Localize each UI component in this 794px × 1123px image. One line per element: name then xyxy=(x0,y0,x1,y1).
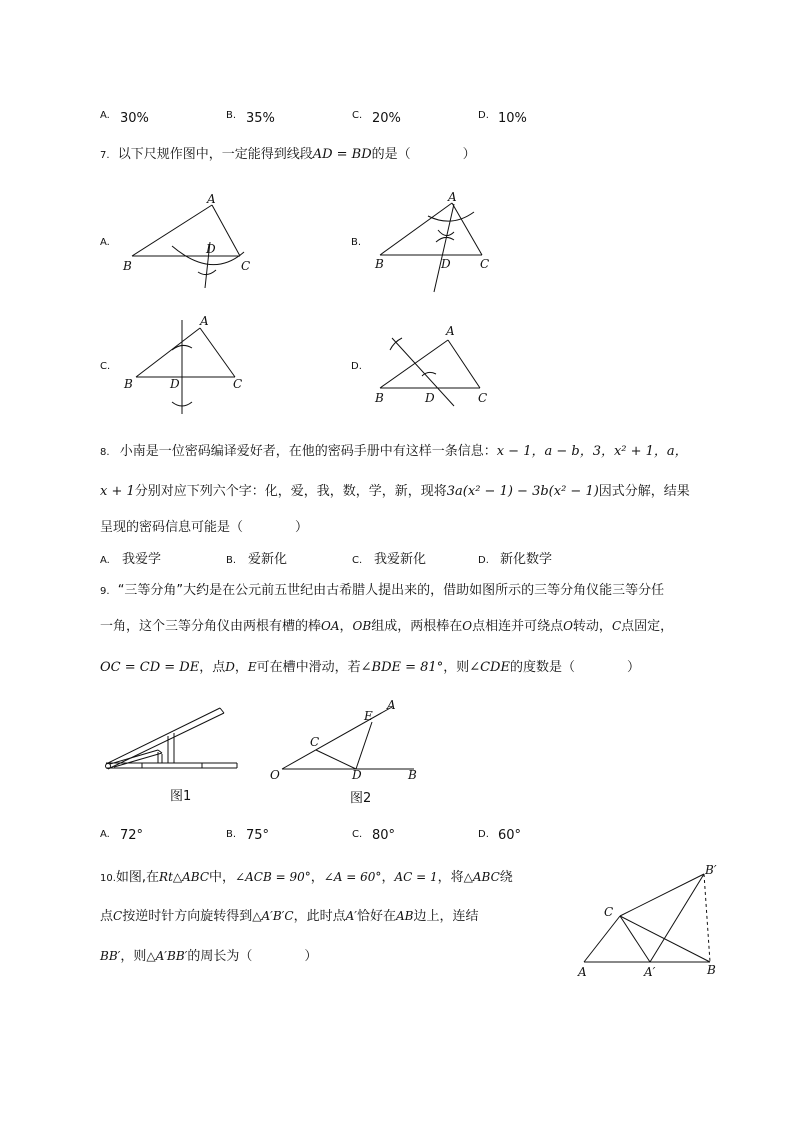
q7c-label-b: B xyxy=(124,377,133,391)
q9-line2d: 点相连并可绕点 xyxy=(472,619,564,634)
q9-fig2-label-a: A xyxy=(387,698,396,712)
q10-label-b: B xyxy=(707,963,716,977)
q9-line2f: 点固定， xyxy=(621,619,674,634)
q9-figure-2 xyxy=(266,695,426,805)
q10-number: 10. xyxy=(100,873,116,884)
q7c-label-a: A xyxy=(200,314,209,328)
q7-text-after: 的是（ xyxy=(371,147,411,162)
q8-line-1 xyxy=(100,443,688,462)
q9-line2-o2: O xyxy=(563,619,573,633)
q7b-label-a: A xyxy=(448,190,457,204)
q10-line2-c: C xyxy=(113,909,123,923)
q9-fig2-label-b: B xyxy=(408,768,417,782)
q9-line3b: ， xyxy=(234,660,248,675)
q9-fig2-label-c: C xyxy=(310,735,320,749)
q7-figure-a xyxy=(120,190,260,300)
q6-option-d-value: 10% xyxy=(498,111,527,126)
q7d-label-c: C xyxy=(478,391,488,405)
q10-line1d: ， xyxy=(381,870,395,885)
q6-option-b-letter: B. xyxy=(226,110,237,121)
q7-figure-c xyxy=(120,310,260,420)
q7a-label-b: B xyxy=(123,259,132,273)
q10-line1-tri: Rt△ABC xyxy=(159,870,210,884)
q10-line2a: 点 xyxy=(100,909,114,924)
q10-label-a: A xyxy=(578,965,587,979)
q10-line2b: 按逆时针方向旋转得到 xyxy=(122,909,253,924)
q9-number: 9. xyxy=(100,586,110,597)
q10-line1f: 绕 xyxy=(499,870,513,885)
q9-line1-text: “三等分角”大约是在公元前五世纪由古希腊人提出来的，借助如图所示的三等分角仪能三等分任 xyxy=(117,583,665,598)
q9-line2-ob: OB xyxy=(352,619,372,633)
q9-figure-1 xyxy=(102,700,242,805)
q8-option-c-value: 我爱新化 xyxy=(374,552,427,567)
q10-line3a: ，则 xyxy=(120,949,147,964)
q8-line2-text-end: 因式分解，结果 xyxy=(598,484,690,499)
q9-option-d-value: 60° xyxy=(498,828,522,843)
q10-line3-tri: △A′BB′ xyxy=(146,949,188,963)
q8-line-2 xyxy=(100,483,690,501)
q9-option-b-letter: B. xyxy=(226,829,237,840)
q10-label-c: C xyxy=(604,905,614,919)
q9-line-2 xyxy=(100,617,673,636)
q10-line1e: ，将 xyxy=(437,870,464,885)
q6-option-a-letter: A. xyxy=(100,110,110,121)
q10-line1b: 中， xyxy=(209,870,236,885)
q7d-label-b: B xyxy=(375,391,384,405)
q10-line-3 xyxy=(100,947,317,966)
q9-line2e: 转动， xyxy=(572,619,612,634)
q9-option-c-letter: C. xyxy=(352,829,363,840)
q9-fig2-label-o: O xyxy=(270,768,280,782)
q9-option-a-value: 72° xyxy=(120,828,144,843)
q10-label-b-prime: B′ xyxy=(705,863,717,877)
q7b-label-c: C xyxy=(480,257,490,271)
q8-option-d-value: 新化数学 xyxy=(500,552,553,567)
q9-line2-oa: OA xyxy=(321,619,340,633)
q10-line1-ac: AC = 1 xyxy=(394,870,438,884)
q6-option-a-value: 30% xyxy=(120,111,149,126)
q10-label-a-prime: A′ xyxy=(644,965,656,979)
q10-line1-tri2: △ABC xyxy=(463,870,500,884)
q9-line3c: 可在槽中滑动，若 xyxy=(256,660,361,675)
q10-line1a: 如图,在 xyxy=(115,870,160,885)
q9-line3-math: OC = CD = DE xyxy=(100,660,200,675)
q7-close: ） xyxy=(462,147,476,162)
q9-line3-d: D xyxy=(225,660,235,674)
q10-line1-acb: ∠ACB = 90° xyxy=(235,870,311,884)
q9-line2-o1: O xyxy=(462,619,473,633)
q8-line-3 xyxy=(100,519,308,537)
q9-line3e: 的度数是（ xyxy=(509,660,575,675)
q7b-label-b: B xyxy=(375,257,384,271)
q8-line3-text: 呈现的密码信息可能是（ xyxy=(100,520,244,535)
q7-option-a-letter: A. xyxy=(100,237,110,248)
q9-fig2-label-e: E xyxy=(364,709,373,723)
q8-option-a-value: 我爱学 xyxy=(122,552,162,567)
q7b-label-d: D xyxy=(441,257,451,271)
q7-option-b-letter: B. xyxy=(351,237,362,248)
q8-number: 8. xyxy=(100,447,110,458)
q7-figure-b xyxy=(372,190,512,300)
q9-line-3 xyxy=(100,658,640,677)
q9-option-d-letter: D. xyxy=(478,829,489,840)
q8-option-b-value: 爱新化 xyxy=(248,552,288,567)
q8-line1-text: 小南是一位密码编译爱好者，在他的密码手册中有这样一条信息： xyxy=(119,444,497,459)
q7d-label-a: A xyxy=(446,324,455,338)
q9-close: ） xyxy=(627,660,641,675)
q10-line-1 xyxy=(100,868,513,888)
q10-line-2 xyxy=(100,907,478,926)
q8-close: ） xyxy=(295,520,309,535)
q6-option-c-letter: C. xyxy=(352,110,363,121)
q9-line3a: ，点 xyxy=(199,660,226,675)
q7-math: AD = BD xyxy=(312,147,372,162)
q10-line3b: 的周长为（ xyxy=(187,949,253,964)
q6-option-c-value: 20% xyxy=(372,111,401,126)
q7c-label-d: D xyxy=(170,377,180,391)
q9-line3-e: E xyxy=(247,660,257,674)
q9-line2b: ， xyxy=(339,619,353,634)
q7c-label-c: C xyxy=(233,377,243,391)
q10-figure xyxy=(576,858,726,983)
q7-option-c-letter: C. xyxy=(100,361,111,372)
q10-line2e: 边上，连结 xyxy=(413,909,479,924)
q8-line2-math-start: x + 1 xyxy=(100,484,135,499)
q7-figure-d xyxy=(372,320,512,420)
q7a-label-a: A xyxy=(207,192,216,206)
q10-line2-tri: △A′B′C xyxy=(252,909,294,923)
q6-option-b-value: 35% xyxy=(246,111,275,126)
q7-option-d-letter: D. xyxy=(351,361,362,372)
q9-line2-c: C xyxy=(611,619,622,633)
q9-fig2-caption: 图2 xyxy=(350,791,372,806)
q8-line2-math: 3a(x² − 1) − 3b(x² − 1) xyxy=(446,484,599,499)
q10-line2-a: A′ xyxy=(345,909,357,923)
q7-number: 7. xyxy=(100,150,110,161)
q8-option-d-letter: D. xyxy=(478,555,489,566)
q9-fig2-label-d: D xyxy=(352,768,362,782)
q10-line2-ab: AB xyxy=(395,909,414,923)
q9-option-b-value: 75° xyxy=(246,828,270,843)
q9-line2a: 一角，这个三等分角仪由两根有槽的棒 xyxy=(100,619,322,634)
q7-text: 以下尺规作图中，一定能得到线段 xyxy=(117,147,313,162)
q6-option-d-letter: D. xyxy=(478,110,489,121)
q7-stem xyxy=(100,146,476,165)
q10-line1-a: ∠A = 60° xyxy=(323,870,382,884)
q8-option-c-letter: C. xyxy=(352,555,363,566)
q9-line3-angle2: ∠CDE xyxy=(469,660,510,675)
q8-line2-text: 分别对应下列六个字：化，爱，我，数，学，新，现将 xyxy=(134,484,447,499)
q9-fig1-caption: 图1 xyxy=(170,789,192,804)
q10-line2c: ，此时点 xyxy=(293,909,346,924)
q7d-label-d: D xyxy=(425,391,435,405)
q8-line1-math: x − 1，a − b，3，x² + 1，a， xyxy=(496,444,688,459)
q9-line3d: ，则 xyxy=(443,660,470,675)
q7a-label-c: C xyxy=(241,259,251,273)
q9-line3-angle: ∠BDE = 81° xyxy=(360,660,444,675)
q9-option-c-value: 80° xyxy=(372,828,396,843)
q10-line3-bb: BB′ xyxy=(100,949,121,963)
q10-close: ） xyxy=(304,949,318,964)
q9-line-1 xyxy=(100,582,664,601)
q9-option-a-letter: A. xyxy=(100,829,110,840)
q10-line1c: ， xyxy=(310,870,324,885)
q8-option-b-letter: B. xyxy=(226,555,237,566)
q10-line2d: 恰好在 xyxy=(356,909,396,924)
q7a-label-d: D xyxy=(206,242,216,256)
q9-line2c: 组成，两根棒在 xyxy=(371,619,463,634)
q8-option-a-letter: A. xyxy=(100,555,110,566)
